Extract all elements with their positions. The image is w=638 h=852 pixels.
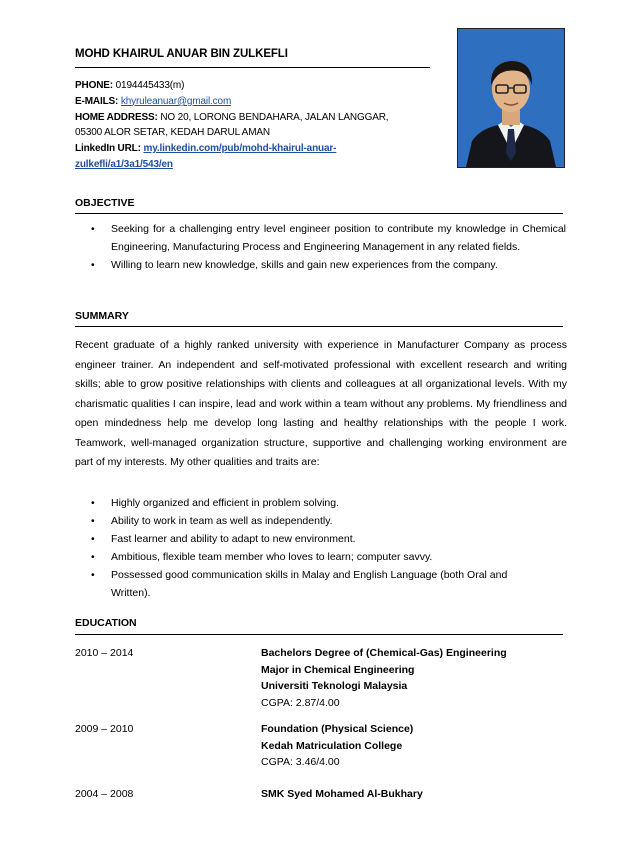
address-row-2 <box>75 125 445 141</box>
list-item <box>88 530 566 548</box>
summary-divider <box>75 326 563 327</box>
objective-list <box>88 220 566 274</box>
degree-title: Bachelors Degree of (Chemical-Gas) Engineering <box>261 647 507 659</box>
institution-name: SMK Syed Mohamed Al-Bukhary <box>261 788 423 800</box>
education-divider <box>75 634 563 635</box>
bullet-icon: • <box>91 259 95 271</box>
linkedin-row <box>75 141 445 157</box>
list-item <box>88 256 566 274</box>
summary-paragraph: Recent graduate of a highly ranked university with experience in Manufacturer Company as process engineer trainer. An independent and self-motivated professional with excellent research and writing skills; able to grow positive relationships with clients and colleagues at all organizational levels. With my charismatic qualities I can inspire, lead and work within a team without any problems. My friendliness and open mindedness help me develop long lasting and healthy relationships with the people I work. Teamwork, well-managed organization structure, supportive and challenging working environment are part of my interests. My other qualities and traits are: <box>75 339 567 468</box>
profile-photo <box>457 28 565 168</box>
institution-name: Universiti Teknologi Malaysia <box>261 680 408 692</box>
degree-major: Major in Chemical Engineering <box>261 663 415 676</box>
bullet-icon: • <box>91 497 95 509</box>
address-row <box>75 110 445 126</box>
list-item <box>88 566 566 602</box>
quality-item-text: Ambitious, flexible team member who loves to learn; computer savvy. <box>111 551 433 563</box>
list-item <box>88 548 566 566</box>
education-heading: EDUCATION <box>75 617 137 629</box>
linkedin-label: LinkedIn URL: <box>75 143 141 155</box>
objective-heading: OBJECTIVE <box>75 197 135 209</box>
bullet-icon: • <box>91 533 95 545</box>
email-row <box>75 94 445 110</box>
email-link[interactable]: khyruleanuar@gmail.com <box>120 95 232 107</box>
quality-item-text: Highly organized and efficient in problem solving. <box>111 497 340 509</box>
phone-value: 0194445433(m) <box>115 80 185 91</box>
degree-title: Foundation (Physical Science) <box>261 723 414 735</box>
list-item <box>88 220 566 256</box>
phone-label: PHONE: <box>75 80 113 91</box>
bullet-icon: • <box>91 569 95 581</box>
summary-heading: SUMMARY <box>75 310 129 322</box>
grade-value: CGPA: 2.87/4.00 <box>261 696 340 709</box>
education-years: 2009 – 2010 <box>75 723 134 735</box>
education-details <box>261 721 571 771</box>
quality-item-text: Ability to work in team as well as independently. <box>111 515 333 527</box>
phone-row <box>75 78 445 94</box>
quality-item-text: Possessed good communication skills in Malay and English Language (both Oral and Written). <box>111 569 508 599</box>
quality-item-text: Fast learner and ability to adapt to new environment. <box>111 533 356 545</box>
list-item <box>88 494 566 512</box>
qualities-list <box>88 494 566 602</box>
bullet-icon: • <box>91 551 95 563</box>
address-line-2: 05300 ALOR SETAR, KEDAH DARUL AMAN <box>75 127 270 139</box>
candidate-name: MOHD KHAIRUL ANUAR BIN ZULKEFLI <box>75 48 288 60</box>
list-item <box>88 512 566 530</box>
education-years: 2010 – 2014 <box>75 647 134 659</box>
grade-value: CGPA: 3.46/4.00 <box>261 756 340 768</box>
contact-block <box>75 78 445 173</box>
objective-item-text: Seeking for a challenging entry level engineer position to contribute my knowledge in Chemical Engineering, Manufacturing Process and Engineering Management in any related fields. <box>111 223 566 253</box>
bullet-icon: • <box>91 515 95 527</box>
address-label: HOME ADDRESS: <box>75 111 158 123</box>
linkedin-link-part-2[interactable]: zulkefli/a1/3a1/543/en <box>75 158 173 170</box>
education-details <box>261 786 571 803</box>
email-label: E-MAILS: <box>75 95 119 107</box>
objective-item-text: Willing to learn new knowledge, skills and gain new experiences from the company. <box>111 259 498 271</box>
objective-divider <box>75 213 563 214</box>
linkedin-row-2 <box>75 157 445 173</box>
address-line-1: NO 20, LORONG BENDAHARA, JALAN LANGGAR, <box>160 111 389 123</box>
linkedin-link-part-1[interactable]: my.linkedin.com/pub/mohd-khairul-anuar- <box>143 143 337 155</box>
institution-name: Kedah Matriculation College <box>261 739 403 752</box>
portrait-illustration <box>458 29 564 167</box>
name-divider <box>75 67 430 68</box>
education-years: 2004 – 2008 <box>75 788 134 800</box>
bullet-icon: • <box>91 223 95 235</box>
education-details <box>261 645 571 711</box>
